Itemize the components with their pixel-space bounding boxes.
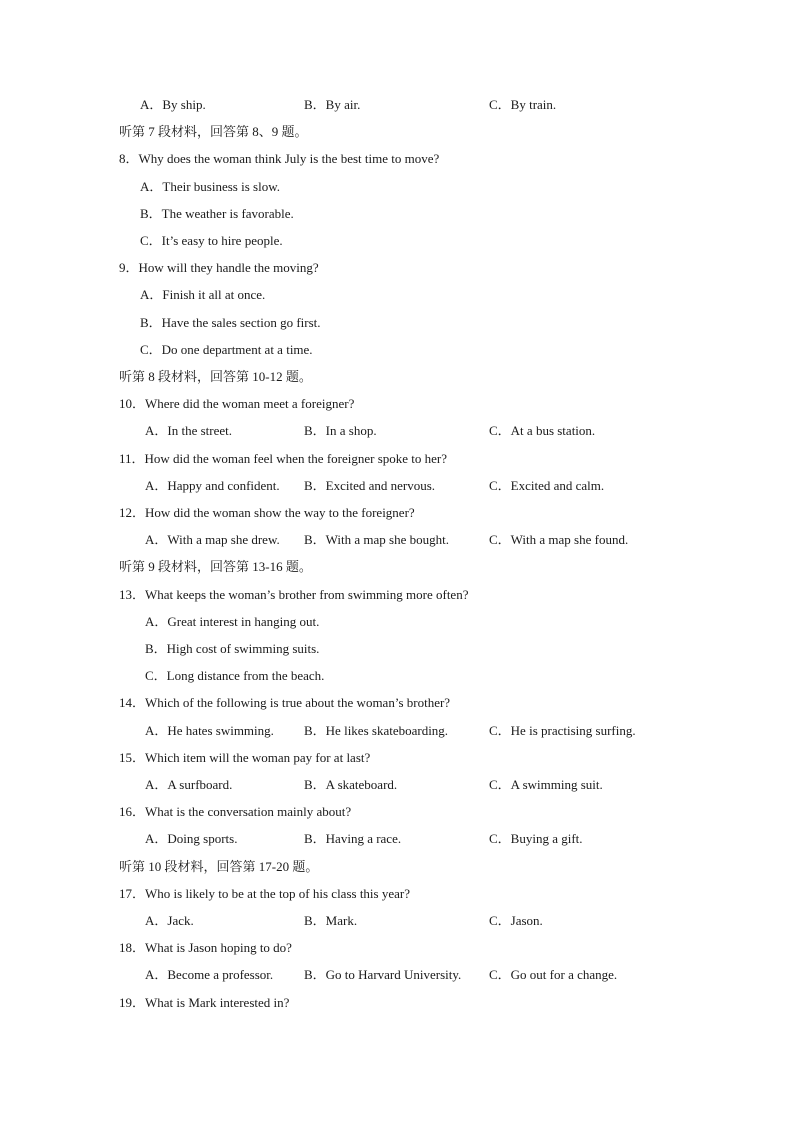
answer-option bbox=[0, 286, 794, 304]
answer-option: A．With a map she drew. bbox=[145, 532, 280, 547]
answer-options-row bbox=[0, 966, 794, 984]
section-heading bbox=[0, 123, 794, 141]
question-text bbox=[0, 504, 794, 522]
heading-text: 听第 8 段材料，回答第 10-12 题。 bbox=[119, 369, 312, 384]
question-text bbox=[0, 586, 794, 604]
answer-options-row bbox=[0, 531, 794, 549]
answer-option: B．Mark. bbox=[304, 913, 358, 928]
answer-option: B．He likes skateboarding. bbox=[304, 723, 449, 738]
answer-option: B．High cost of swimming suits. bbox=[145, 641, 320, 656]
question-text bbox=[0, 395, 794, 413]
question-label: 8．Why does the woman think July is the best time to move? bbox=[119, 151, 440, 166]
answer-options-row bbox=[0, 830, 794, 848]
answer-option bbox=[0, 178, 794, 196]
answer-option bbox=[0, 640, 794, 658]
answer-options-row bbox=[0, 96, 794, 114]
answer-option: C．With a map she found. bbox=[489, 532, 629, 547]
answer-option: A．A surfboard. bbox=[145, 777, 233, 792]
answer-options-row bbox=[0, 912, 794, 930]
question-label: 15．Which item will the woman pay for at last? bbox=[119, 750, 371, 765]
question-text bbox=[0, 694, 794, 712]
answer-option: A．Become a professor. bbox=[145, 967, 274, 982]
answer-option: A．Their business is slow. bbox=[140, 179, 280, 194]
heading-text: 听第 7 段材料，回答第 8、9 题。 bbox=[119, 124, 308, 139]
answer-option: A．Finish it all at once. bbox=[140, 287, 266, 302]
section-heading bbox=[0, 558, 794, 576]
answer-option: B．Go to Harvard University. bbox=[304, 967, 462, 982]
answer-option bbox=[0, 232, 794, 250]
answer-options-row bbox=[0, 422, 794, 440]
answer-option: A．Doing sports. bbox=[145, 831, 238, 846]
answer-option: C．Go out for a change. bbox=[489, 967, 618, 982]
question-label: 18．What is Jason hoping to do? bbox=[119, 940, 292, 955]
question-label: 16．What is the conversation mainly about? bbox=[119, 804, 352, 819]
answer-option bbox=[0, 314, 794, 332]
question-label: 9．How will they handle the moving? bbox=[119, 260, 319, 275]
question-text bbox=[0, 803, 794, 821]
answer-option: B．The weather is favorable. bbox=[140, 206, 294, 221]
answer-option bbox=[0, 667, 794, 685]
answer-option: C．Excited and calm. bbox=[489, 478, 605, 493]
answer-option: C．Long distance from the beach. bbox=[145, 668, 325, 683]
question-label: 14．Which of the following is true about the woman’s brother? bbox=[119, 695, 451, 710]
answer-option: A．By ship. bbox=[140, 97, 206, 112]
question-text bbox=[0, 450, 794, 468]
answer-option: C．A swimming suit. bbox=[489, 777, 603, 792]
question-label: 10．Where did the woman meet a foreigner? bbox=[119, 396, 355, 411]
question-text bbox=[0, 749, 794, 767]
question-label: 13．What keeps the woman’s brother from swimming more often? bbox=[119, 587, 469, 602]
question-text bbox=[0, 939, 794, 957]
question-text bbox=[0, 994, 794, 1012]
answer-option: C．Jason. bbox=[489, 913, 543, 928]
section-heading bbox=[0, 858, 794, 876]
answer-option bbox=[0, 613, 794, 631]
answer-option: C．At a bus station. bbox=[489, 423, 596, 438]
answer-option: C．By train. bbox=[489, 97, 557, 112]
answer-option: B．Have the sales section go first. bbox=[140, 315, 321, 330]
heading-text: 听第 10 段材料，回答第 17-20 题。 bbox=[119, 859, 319, 874]
section-heading bbox=[0, 368, 794, 386]
answer-option: A．Happy and confident. bbox=[145, 478, 280, 493]
answer-option: C．It’s easy to hire people. bbox=[140, 233, 283, 248]
answer-option: C．He is practising surfing. bbox=[489, 723, 636, 738]
answer-options-row bbox=[0, 722, 794, 740]
question-label: 11．How did the woman feel when the foreigner spoke to her? bbox=[119, 451, 448, 466]
answer-option: A．Jack. bbox=[145, 913, 194, 928]
question-label: 17．Who is likely to be at the top of his class this year? bbox=[119, 886, 410, 901]
answer-option bbox=[0, 205, 794, 223]
answer-option: A．He hates swimming. bbox=[145, 723, 274, 738]
answer-option: B．A skateboard. bbox=[304, 777, 398, 792]
answer-options-row bbox=[0, 477, 794, 495]
answer-option: C．Buying a gift. bbox=[489, 831, 583, 846]
answer-option: B．By air. bbox=[304, 97, 361, 112]
answer-option bbox=[0, 341, 794, 359]
answer-option: B．Having a race. bbox=[304, 831, 402, 846]
answer-option: C．Do one department at a time. bbox=[140, 342, 313, 357]
answer-option: B．With a map she bought. bbox=[304, 532, 449, 547]
question-text bbox=[0, 885, 794, 903]
question-text bbox=[0, 259, 794, 277]
heading-text: 听第 9 段材料，回答第 13-16 题。 bbox=[119, 559, 312, 574]
answer-option: A．Great interest in hanging out. bbox=[145, 614, 320, 629]
answer-options-row bbox=[0, 776, 794, 794]
question-label: 12．How did the woman show the way to the foreigner? bbox=[119, 505, 415, 520]
answer-option: A．In the street. bbox=[145, 423, 233, 438]
question-label: 19．What is Mark interested in? bbox=[119, 995, 290, 1010]
question-text bbox=[0, 150, 794, 168]
answer-option: B．In a shop. bbox=[304, 423, 377, 438]
answer-option: B．Excited and nervous. bbox=[304, 478, 436, 493]
